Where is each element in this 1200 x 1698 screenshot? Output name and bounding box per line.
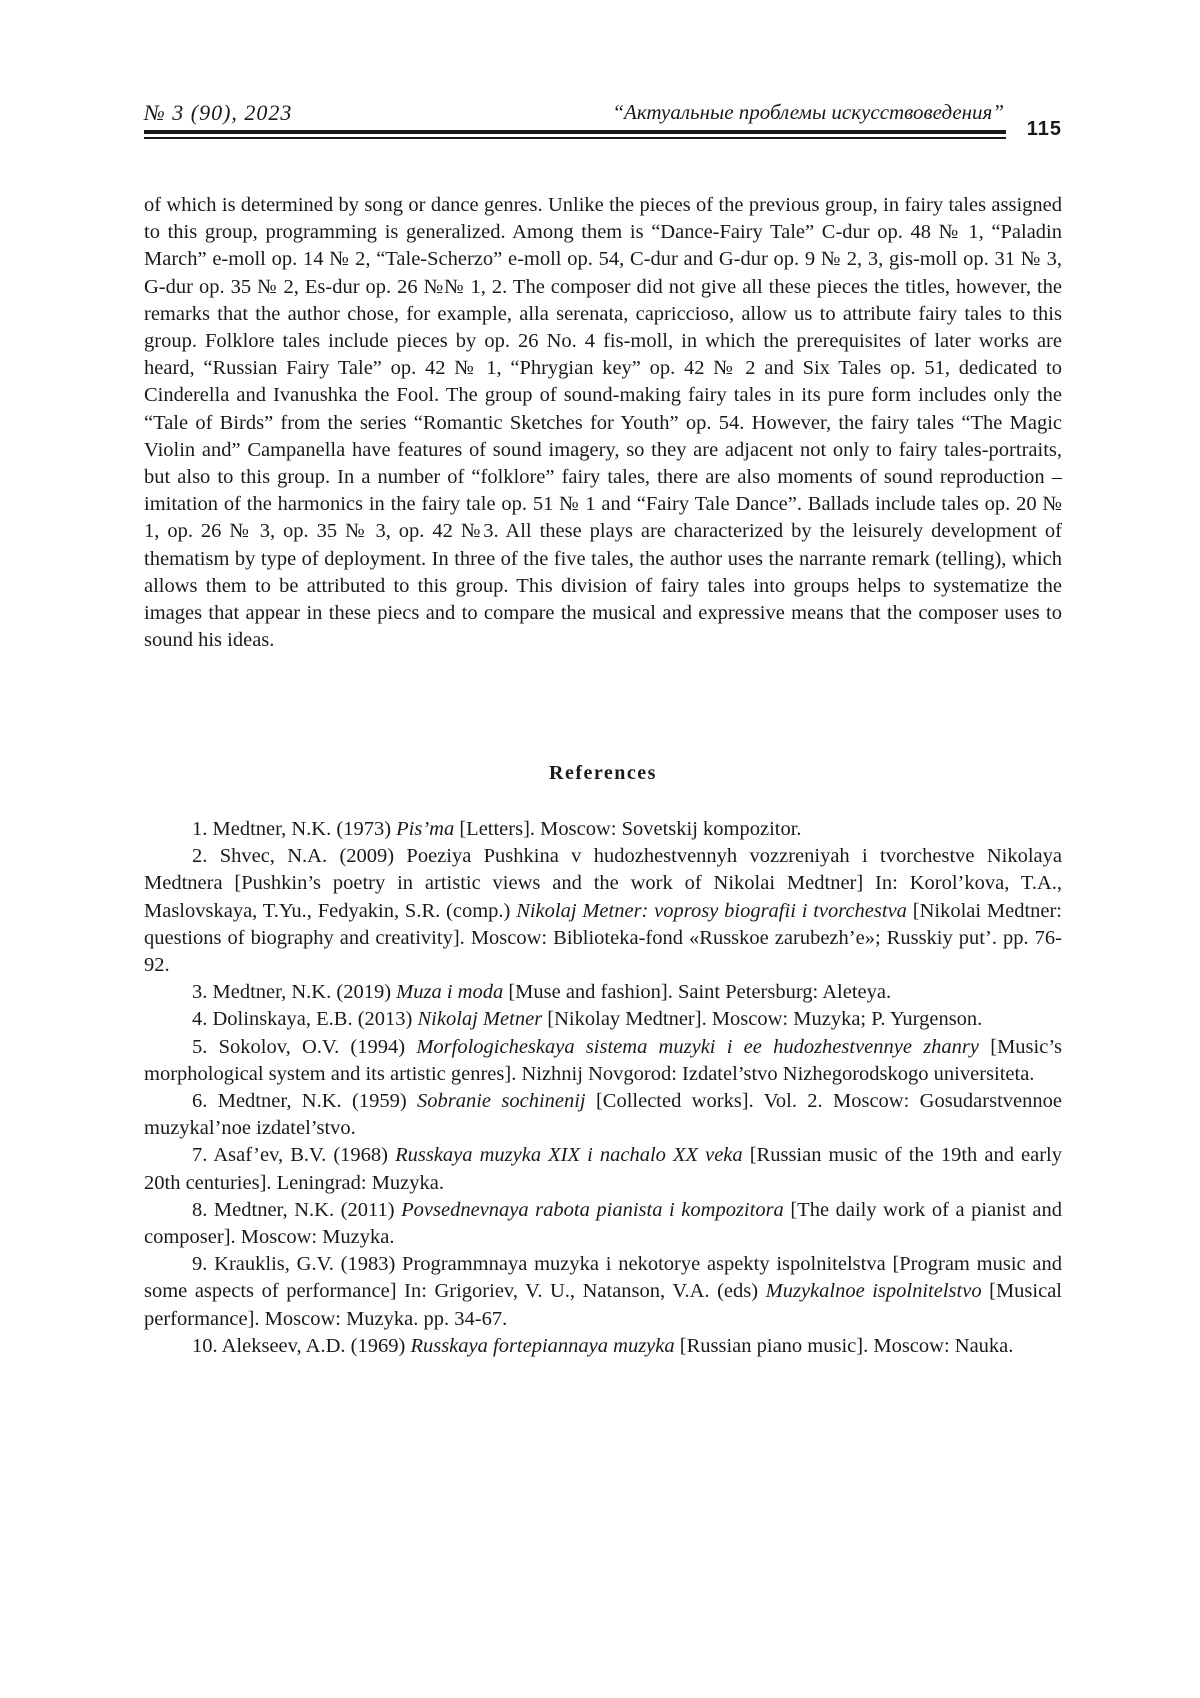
reference-item: 2. Shvec, N.A. (2009) Poeziya Pushkina v hudozhestvennyh vozzreniyah i tvorchestve Nikolaya Medtnera [Pushkin’s poetry in artistic views and the work of Nikolai Medtner] In: Korol’kova, T.A., Maslovskaya, T.Yu., Fedyakin, S.R. (comp.) Nikolaj Metner: voprosy biografii i tvorchestva [Nikolai Medtner: questions of biography and creativity]. Moscow: Biblioteka-fond «Russkoe zarubezh’e»; Russkiy put’. pp. 76-92. (144, 845, 1063, 977)
body-paragraph: of which is determined by song or dance genres. Unlike the pieces of the previous group, in fairy tales assigned to this group, programming is generalized. Among them is “Dance-Fairy Tale” C-dur op. 48 № 1, “Paladin March” e-moll op. 14 № 2, “Tale-Scherzo” e-moll op. 54, C-dur and G-dur op. 9 № 2, 3, gis-moll op. 31 № 3, G-dur op. 35 № 2, Es-dur op. 26 №№ 1, 2. The composer did not give all these pieces the titles, however, the remarks that the author chose, for example, alla serenata, capriccioso, allow us to attribute fairy tales to this group. Folklore tales include pieces by op. 26 No. 4 fis-moll, in which the prerequisites of later works are heard, “Russian Fairy Tale” op. 42 № 1, “Phrygian key” op. 42 № 2 and Six Tales op. 51, dedicated to Cinderella and Ivanushka the Fool. The group of sound-making fairy tales in its pure form includes only the “Tale of Birds” from the series “Romantic Sketches for Youth” op. 54. However, the fairy tales “The Magic Violin and” Campanella have features of sound imagery, so they are adjacent not only to fairy tales-portraits, but also to this group. In a number of “folklore” fairy tales, there are also moments of sound reproduction – imitation of the harmonics in the fairy tale op. 51 № 1 and “Fairy Tale Dance”. Ballads include tales op. 20 № 1, op. 26 № 3, op. 35 № 3, op. 42 №3. All these plays are characterized by the leisurely development of thematism by type of deployment. In three of the five tales, the author uses the narrante remark (telling), which allows them to be attributed to this group. This division of fairy tales into groups helps to systematize the images that appear in these piecs and to compare the musical and expressive means that the composer uses to sound his ideas. (144, 194, 1062, 652)
reference-item: 10. Alekseev, A.D. (1969) Russkaya fortepiannaya muzyka [Russian piano music]. Moscow: Nauka. (192, 1334, 1014, 1357)
body-text (144, 192, 1062, 654)
reference-item: 8. Medtner, N.K. (2011) Povsednevnaya rabota pianista i kompozitora [The daily work of a pianist and composer]. Moscow: Muzyka. (144, 1198, 1062, 1249)
references-list (144, 816, 1062, 1360)
reference-item: 4. Dolinskaya, E.B. (2013) Nikolaj Metner [Nikolay Medtner]. Moscow: Muzyka; P. Yurgenson. (192, 1008, 983, 1031)
header-rule-thin (144, 137, 1006, 139)
page-number: 115 (1026, 118, 1062, 140)
issue-label: № 3 (90), 2023 (144, 100, 293, 125)
reference-item: 9. Krauklis, G.V. (1983) Programmnaya muzyka i nekotorye aspekty ispolnitelstva [Program music and some aspects of performance] In: Grigoriev, V. U., Natanson, V.A. (eds) Muzykalnoe ispolnitelstvo [Musical performance]. Moscow: Muzyka. pp. 34-67. (144, 1253, 1063, 1330)
reference-item: 1. Medtner, N.K. (1973) Pis’ma [Letters]. Moscow: Sovetskij kompozitor. (192, 818, 802, 840)
references-heading: References (549, 762, 657, 784)
reference-item: 5. Sokolov, O.V. (1994) Morfologicheskaya sistema muzyki i ee hudozhestvennye zhanry [Music’s morphological system and its artistic genres]. Nizhnij Novgorod: Izdatel’stvo Nizhegorodskogo universiteta. (144, 1035, 1062, 1085)
page-header (144, 100, 1062, 140)
header-rule-thick (144, 130, 1006, 134)
reference-item: 6. Medtner, N.K. (1959) Sobranie sochinenij [Collected works]. Vol. 2. Moscow: Gosudarstvennoe muzykal’noe izdatel’stvo. (144, 1090, 1062, 1140)
reference-item: 3. Medtner, N.K. (2019) Muza i moda [Muse and fashion]. Saint Petersburg: Aleteya. (192, 981, 892, 1004)
journal-title: “Актуальные проблемы искусствоведения” (612, 100, 1004, 124)
reference-item: 7. Asaf’ev, B.V. (1968) Russkaya muzyka XIX i nachalo XX veka [Russian music of the 19th and early 20th centuries]. Leningrad: Muzyka. (144, 1144, 1063, 1194)
